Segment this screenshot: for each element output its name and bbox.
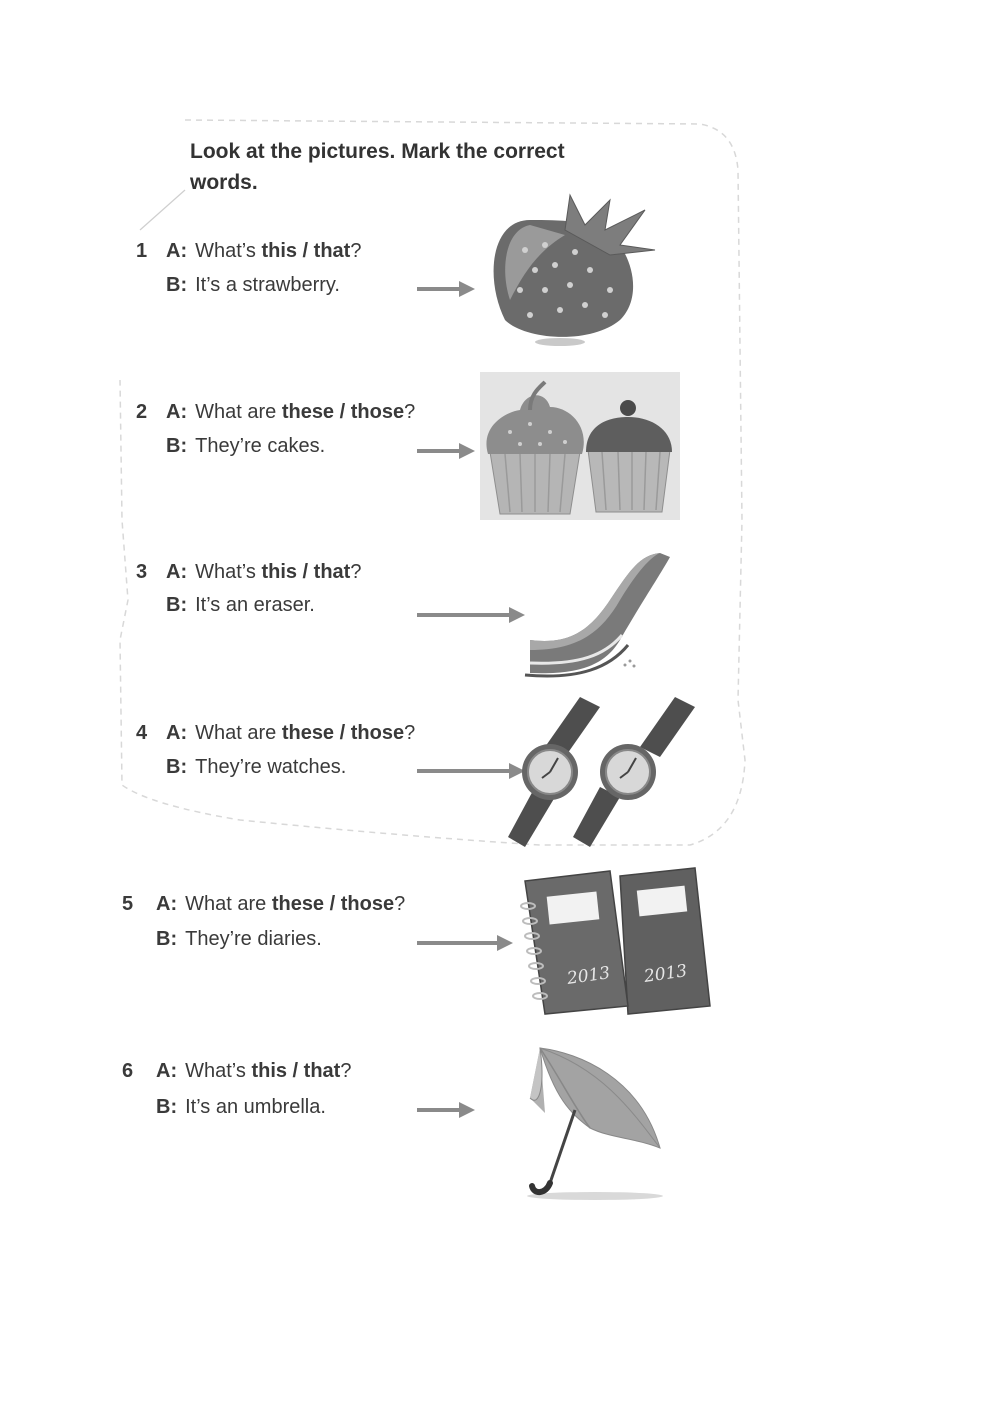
speaker-b-label: B: <box>156 928 178 950</box>
question-line <box>156 1060 351 1083</box>
option-those[interactable]: those <box>340 893 395 915</box>
question-line <box>156 893 405 916</box>
diaries-icon <box>510 866 720 1016</box>
option-this[interactable]: this <box>261 240 297 262</box>
speaker-b-label: B: <box>166 435 188 457</box>
eraser-icon <box>510 545 680 685</box>
option-this[interactable]: this <box>261 561 297 583</box>
option-these[interactable]: these <box>281 722 335 744</box>
question-line <box>166 401 415 424</box>
option-separator: / <box>334 401 351 423</box>
item-number: 6 <box>122 1060 134 1082</box>
option-these[interactable]: these <box>271 893 325 915</box>
umbrella-icon <box>500 1038 675 1208</box>
answer-text: It’s a strawberry. <box>195 274 340 296</box>
diary-year-label: 2013 <box>642 961 689 987</box>
item-number: 1 <box>136 240 148 262</box>
question-mark: ? <box>340 1060 352 1082</box>
answer-line <box>166 756 346 779</box>
diary-year-label: 2013 <box>565 963 612 989</box>
option-those[interactable]: those <box>350 401 405 423</box>
option-separator: / <box>287 1060 304 1082</box>
answer-line <box>166 594 315 617</box>
item-number: 3 <box>136 561 148 583</box>
answer-text: They’re cakes. <box>195 435 326 457</box>
option-that[interactable]: that <box>313 561 351 583</box>
option-those[interactable]: those <box>350 722 405 744</box>
item-number: 2 <box>136 401 148 423</box>
answer-line <box>156 928 322 951</box>
question-mark: ? <box>394 893 406 915</box>
speaker-a-label: A: <box>166 722 188 744</box>
answer-text: They’re diaries. <box>185 928 322 950</box>
arrow-icon <box>415 440 477 462</box>
option-separator: / <box>324 893 341 915</box>
option-that[interactable]: that <box>313 240 351 262</box>
answer-text: They’re watches. <box>195 756 347 778</box>
question-mark: ? <box>350 561 362 583</box>
item-number: 4 <box>136 722 148 744</box>
option-this[interactable]: this <box>251 1060 287 1082</box>
question-start: What are <box>195 401 282 423</box>
speaker-a-label: A: <box>166 240 188 262</box>
question-mark: ? <box>350 240 362 262</box>
option-these[interactable]: these <box>281 401 335 423</box>
speaker-b-label: B: <box>166 594 188 616</box>
question-line <box>166 722 415 745</box>
arrow-icon <box>415 932 515 954</box>
question-start: What are <box>185 893 272 915</box>
question-start: What’s <box>195 240 262 262</box>
option-that[interactable]: that <box>303 1060 341 1082</box>
speaker-b-label: B: <box>156 1096 178 1118</box>
arrow-icon <box>415 1099 477 1121</box>
question-line <box>166 240 361 263</box>
speaker-a-label: A: <box>166 401 188 423</box>
answer-line <box>166 435 325 458</box>
speaker-a-label: A: <box>166 561 188 583</box>
strawberry-icon <box>470 190 680 350</box>
option-separator: / <box>334 722 351 744</box>
cupcakes-icon <box>480 372 680 520</box>
speaker-a-label: A: <box>156 893 178 915</box>
answer-line <box>166 274 340 297</box>
question-mark: ? <box>404 722 416 744</box>
option-separator: / <box>297 561 314 583</box>
question-start: What’s <box>185 1060 252 1082</box>
question-start: What’s <box>195 561 262 583</box>
answer-line <box>156 1096 326 1119</box>
speaker-b-label: B: <box>166 274 188 296</box>
arrow-icon <box>415 278 477 300</box>
instruction-heading: Look at the pictures. Mark the correct words. <box>190 140 565 194</box>
answer-text: It’s an eraser. <box>195 594 315 616</box>
option-separator: / <box>297 240 314 262</box>
diaries-drawing <box>510 866 720 1016</box>
answer-text: It’s an umbrella. <box>185 1096 326 1118</box>
question-mark: ? <box>404 401 416 423</box>
question-line <box>166 561 361 584</box>
question-start: What are <box>195 722 282 744</box>
watches-icon <box>500 692 705 854</box>
speaker-b-label: B: <box>166 756 188 778</box>
speaker-a-label: A: <box>156 1060 178 1082</box>
item-number: 5 <box>122 893 134 915</box>
